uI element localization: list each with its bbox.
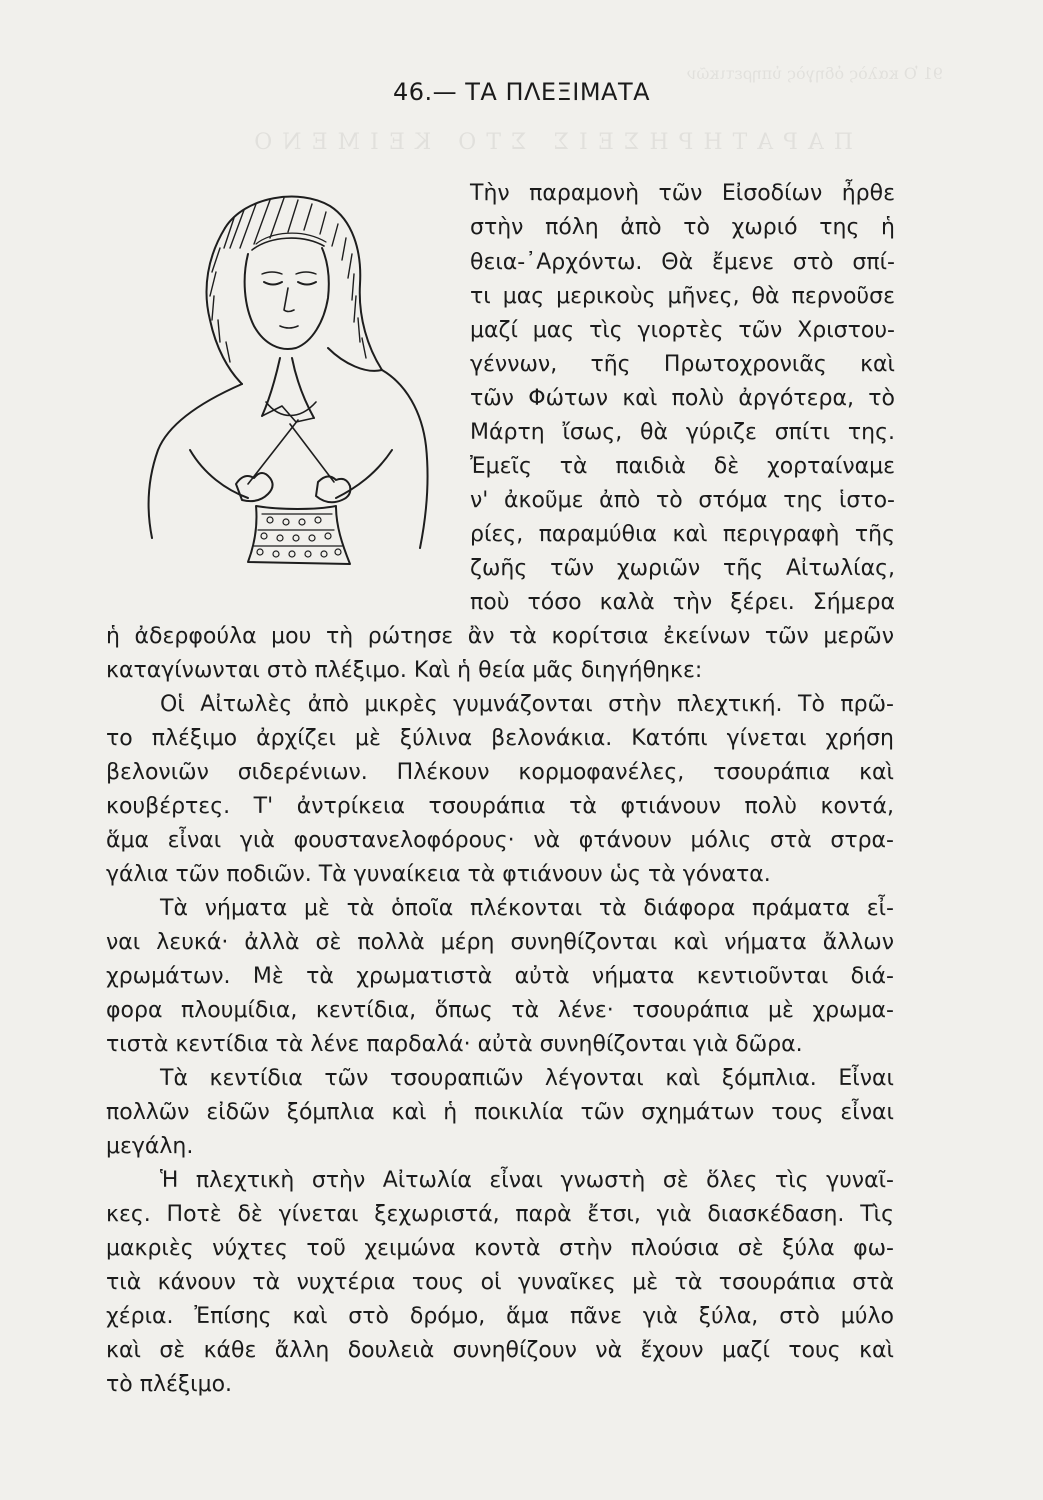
text-line: το πλέξιμο ἀρχίζει μὲ ξύλινα βελονάκια. Κατόπι γίνεται χρήση [106,726,894,751]
chapter-title: 46.— ΤΑ ΠΛΕΞΙΜΑΤΑ [392,78,651,106]
text-line: ποὺ τόσο καλὰ τὴν ξέρει. Σήμερα [470,590,895,615]
text-line: τῶν Φώτων καὶ πολὺ ἀργότερα, τὸ [470,386,895,411]
text-line: τιὰ κάνουν τὰ νυχτέρια τους οἱ γυναῖκες μὲ τὰ τσουράπια στὰ [106,1270,894,1295]
paragraph-first-line: Τὰ κεντίδια τῶν τσουραπιῶν λέγονται καὶ ξόμπλια. Εἶναι [160,1066,894,1091]
text-line: κες. Ποτὲ δὲ γίνεται ξεχωριστά, παρὰ ἔτσι, γιὰ διασκέδαση. Τὶς [106,1202,894,1227]
text-line: μαζί μας τὶς γιορτὲς τῶν Χριστου- [470,318,895,343]
knitting-woman-illustration [130,188,440,568]
paragraph-first-line: Οἱ Αἰτωλὲς ἀπὸ μικρὲς γυμνάζονται στὴν πλεχτική. Τὸ πρῶ- [160,692,894,717]
text-line: ζωῆς τῶν χωριῶν τῆς Αἰτωλίας, [470,556,895,581]
bleed-through-running-head: 91 Ὁ καλὸς ὁδηγὸς ὑπηρετικῶν [686,64,943,83]
text-line: τι μας μερικοὺς μῆνες, θὰ περνοῦσε [470,284,895,309]
text-line: Τὴν παραμονὴ τῶν Εἰσοδίων ἦρθε [470,181,895,206]
text-line: καὶ σὲ κάθε ἄλλη δουλειὰ συνηθίζουν νὰ ἔχουν μαζί τους καὶ [106,1338,894,1363]
text-line: χρωμάτων. Μὲ τὰ χρωματιστὰ αὐτὰ νήματα κεντιοῦνται διά- [106,964,894,989]
text-line: στὴν πόλη ἀπὸ τὸ χωριό της ἡ [470,215,895,240]
text-line: τὸ πλέξιμο. [106,1372,233,1397]
text-line: κουβέρτες. Τ' ἀντρίκεια τσουράπια τὰ φτιάνουν πολὺ κοντά, [106,794,894,819]
bleed-through-subtitle: ΠΑΡΑΤΗΡΗΣΕΙΣ ΣΤΟ ΚΕΙΜΕΝΟ [244,130,853,155]
text-line: θεια-᾿Αρχόντω. Θὰ ἔμενε στὸ σπί- [470,250,895,275]
paragraph-first-line: Ἡ πλεχτικὴ στὴν Αἰτωλία εἶναι γνωστὴ σὲ ὅλες τὶς γυναῖ- [160,1168,894,1193]
text-line: ναι λευκά· ἀλλὰ σὲ πολλὰ μέρη συνηθίζονται καὶ νήματα ἄλλων [106,930,894,955]
paragraph-first-line: Τὰ νήματα μὲ τὰ ὁποῖα πλέκονται τὰ διάφορα πράματα εἶ- [160,896,894,921]
text-line: ἅμα εἶναι γιὰ φουστανελοφόρους· νὰ φτάνουν μόλις στὰ στρα- [106,828,894,853]
text-line: καταγίνωνται στὸ πλέξιμο. Καὶ ἡ θεία μᾶς διηγήθηκε: [106,658,703,683]
text-line: μακριὲς νύχτες τοῦ χειμώνα κοντὰ στὴν πλούσια σὲ ξύλα φω- [106,1236,894,1261]
text-line: γέννων, τῆς Πρωτοχρονιᾶς καὶ [470,352,895,377]
text-line: ρίες, παραμύθια καὶ περιγραφὴ τῆς [470,522,895,547]
text-line: ν' ἀκοῦμε ἀπὸ τὸ στόμα της ἱστο- [470,488,895,513]
text-line: μεγάλη. [106,1134,194,1159]
text-line: χέρια. Ἐπίσης καὶ στὸ δρόμο, ἅμα πᾶνε γιὰ ξύλα, στὸ μύλο [106,1304,894,1329]
text-line: φορα πλουμίδια, κεντίδια, ὅπως τὰ λένε· τσουράπια μὲ χρωμα- [106,998,894,1023]
text-line: γάλια τῶν ποδιῶν. Τὰ γυναίκεια τὰ φτιάνουν ὡς τὰ γόνατα. [106,862,771,887]
text-line: ἡ ἀδερφούλα μου τὴ ρώτησε ἂν τὰ κορίτσια ἐκείνων τῶν μερῶν [106,624,894,649]
text-line: βελονιῶν σιδερένιων. Πλέκουν κορμοφανέλες, τσουράπια καὶ [106,760,894,785]
text-line: πολλῶν εἰδῶν ξόμπλια καὶ ἡ ποικιλία τῶν σχημάτων τους εἶναι [106,1100,894,1125]
text-line: τιστὰ κεντίδια τὰ λένε παρδαλά· αὐτὰ συνηθίζονται γιὰ δῶρα. [106,1032,803,1057]
text-line: Μάρτη ἴσως, θὰ γύριζε σπίτι της. [470,420,895,445]
text-line: Ἐμεῖς τὰ παιδιὰ δὲ χορταίναμε [470,454,895,479]
